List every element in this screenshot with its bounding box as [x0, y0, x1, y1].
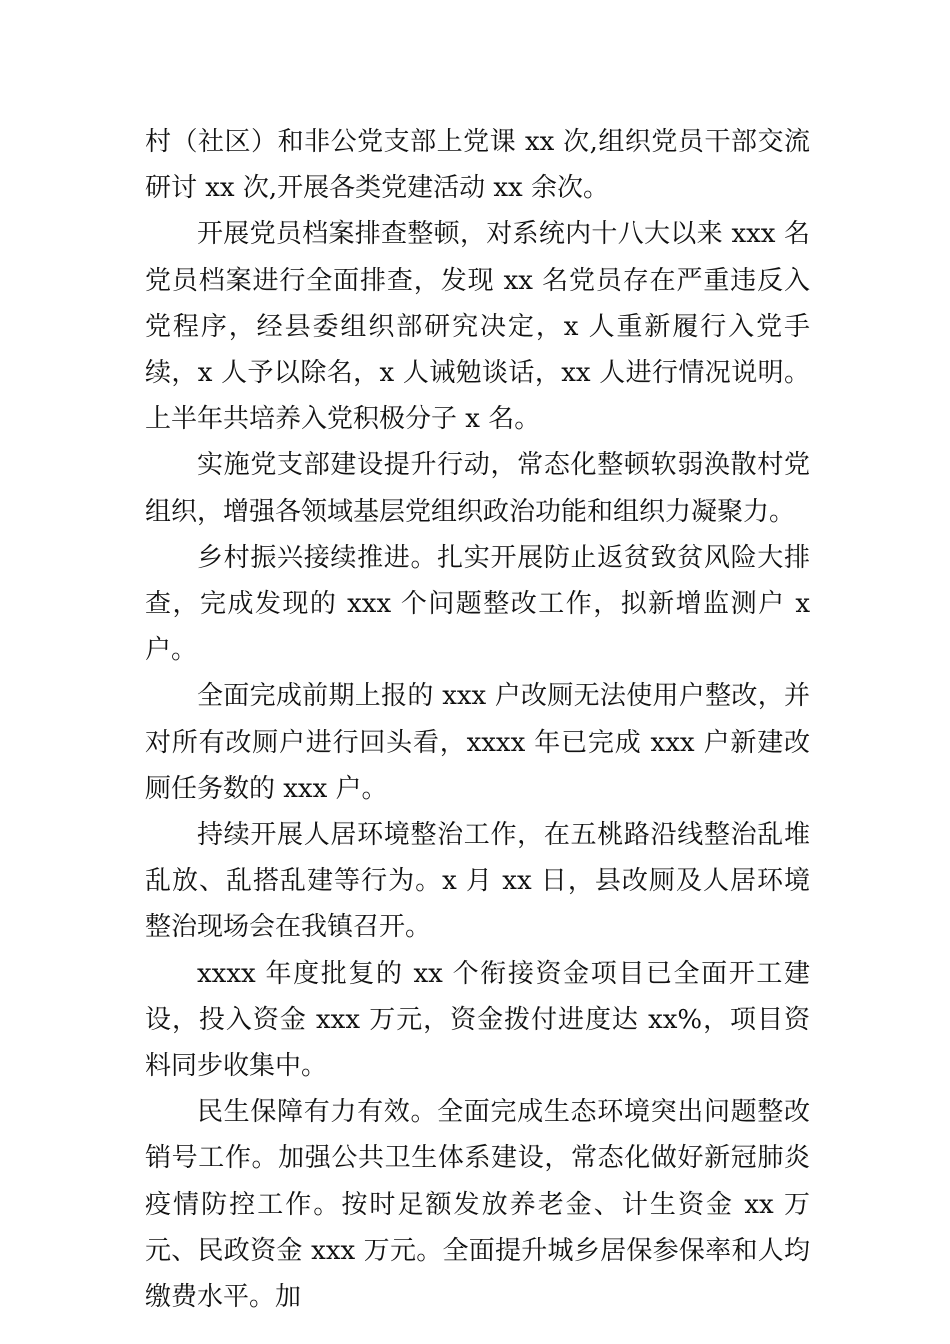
paragraph-livelihood: 民生保障有力有效。全面完成生态环境突出问题整改销号工作。加强公共卫生体系建设，常态化做好新冠肺炎疫情防控工作。按时足额发放养老金、计生资金 xx 万元、民政资金 xxx 万元。全面提升城乡居保参保率和人均缴费水平。加 [145, 1097, 810, 1313]
document-body [145, 119, 810, 1320]
paragraph-branch-building: 实施党支部建设提升行动，常态化整顿软弱涣散村党组织，增强各领域基层党组织政治功能和组织力凝聚力。 [145, 450, 810, 527]
paragraph-living-environment: 持续开展人居环境整治工作，在五桃路沿线整治乱堆乱放、乱搭乱建等行为。x 月 xx 日，县改厕及人居环境整治现场会在我镇召开。 [145, 820, 810, 943]
paragraph-toilet-renovation: 全面完成前期上报的 xxx 户改厕无法使用户整改，并对所有改厕户进行回头看，xxxx 年已完成 xxx 户新建改厕任务数的 xxx 户。 [145, 681, 810, 804]
paragraph-party-file-review: 开展党员档案排查整顿，对系统内十八大以来 xxx 名党员档案进行全面排查，发现 xx 名党员存在严重违反入党程序，经县委组织部研究决定，x 人重新履行入党手续，x 人予以除名，x 人诫勉谈话，xx 人进行情况说明。上半年共培养入党积极分子 x 名。 [145, 219, 810, 435]
paragraph-rural-revitalization: 乡村振兴接续推进。扎实开展防止返贫致贫风险大排查，完成发现的 xxx 个问题整改工作，拟新增监测户 x 户。 [145, 542, 810, 666]
paragraph-funding-projects: xxxx 年度批复的 xx 个衔接资金项目已全面开工建设，投入资金 xxx 万元，资金拨付进度达 xx%，项目资料同步收集中。 [145, 958, 810, 1082]
paragraph-1-continued: 村（社区）和非公党支部上党课 xx 次,组织党员干部交流研讨 xx 次,开展各类党建活动 xx 余次。 [145, 127, 810, 204]
